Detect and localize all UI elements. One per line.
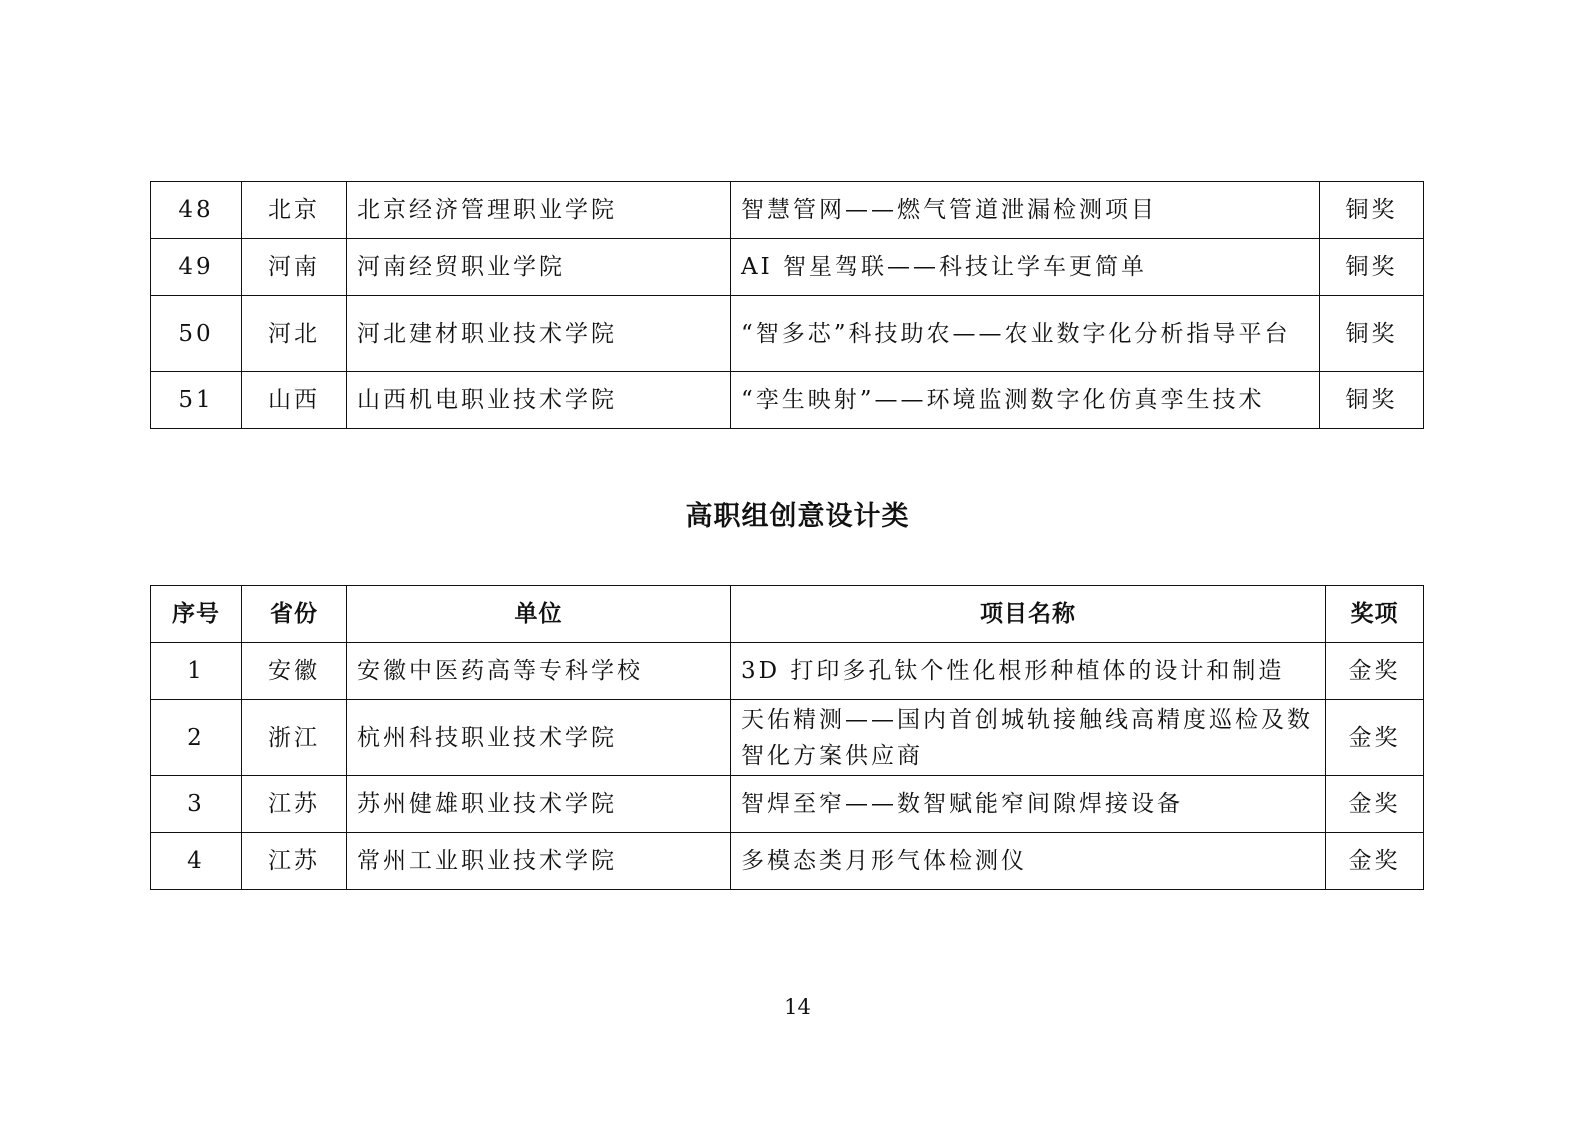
row-province: 河南 xyxy=(242,239,347,296)
row-unit: 北京经济管理职业学院 xyxy=(347,182,731,239)
row-unit: 常州工业职业技术学院 xyxy=(347,833,731,890)
row-award: 金奖 xyxy=(1326,776,1424,833)
row-province: 北京 xyxy=(242,182,347,239)
page-number: 14 xyxy=(784,995,811,1019)
row-number: 50 xyxy=(151,296,242,372)
row-province: 江苏 xyxy=(242,833,347,890)
row-award: 铜奖 xyxy=(1320,182,1424,239)
row-province: 浙江 xyxy=(242,700,347,776)
row-province: 江苏 xyxy=(242,776,347,833)
row-number: 2 xyxy=(151,700,242,776)
row-number: 48 xyxy=(151,182,242,239)
row-province: 河北 xyxy=(242,296,347,372)
row-number: 1 xyxy=(151,643,242,700)
row-unit: 安徽中医药高等专科学校 xyxy=(347,643,731,700)
row-project: 3D 打印多孔钛个性化根形种植体的设计和制造 xyxy=(731,643,1326,700)
row-award: 金奖 xyxy=(1326,700,1424,776)
header-province: 省份 xyxy=(242,586,347,643)
row-unit: 山西机电职业技术学院 xyxy=(347,372,731,429)
header-unit: 单位 xyxy=(347,586,731,643)
row-unit: 河南经贸职业学院 xyxy=(347,239,731,296)
row-unit: 杭州科技职业技术学院 xyxy=(347,700,731,776)
table-header-row xyxy=(151,586,1424,643)
row-number: 51 xyxy=(151,372,242,429)
row-project: 多模态类月形气体检测仪 xyxy=(731,833,1326,890)
row-award: 金奖 xyxy=(1326,833,1424,890)
row-award: 铜奖 xyxy=(1320,372,1424,429)
table-row xyxy=(151,643,1424,700)
row-project: 智焊至窄——数智赋能窄间隙焊接设备 xyxy=(731,776,1326,833)
table-row xyxy=(151,776,1424,833)
row-project: “孪生映射”——环境监测数字化仿真孪生技术 xyxy=(731,372,1320,429)
header-number: 序号 xyxy=(151,586,242,643)
row-award: 铜奖 xyxy=(1320,296,1424,372)
table-row xyxy=(151,182,1424,239)
results-table-continued xyxy=(150,181,1424,429)
results-table-creative-design xyxy=(150,585,1424,890)
row-unit: 河北建材职业技术学院 xyxy=(347,296,731,372)
row-project: 智慧管网——燃气管道泄漏检测项目 xyxy=(731,182,1320,239)
table-row xyxy=(151,372,1424,429)
section-title: 高职组创意设计类 xyxy=(685,501,910,532)
table-row xyxy=(151,700,1424,776)
table-row xyxy=(151,833,1424,890)
header-project: 项目名称 xyxy=(731,586,1326,643)
row-number: 4 xyxy=(151,833,242,890)
row-province: 安徽 xyxy=(242,643,347,700)
row-project: 天佑精测——国内首创城轨接触线高精度巡检及数智化方案供应商 xyxy=(731,700,1326,776)
header-award: 奖项 xyxy=(1326,586,1424,643)
table-row xyxy=(151,296,1424,372)
row-award: 铜奖 xyxy=(1320,239,1424,296)
row-province: 山西 xyxy=(242,372,347,429)
row-unit: 苏州健雄职业技术学院 xyxy=(347,776,731,833)
row-number: 49 xyxy=(151,239,242,296)
row-award: 金奖 xyxy=(1326,643,1424,700)
row-project: AI 智星驾联——科技让学车更简单 xyxy=(731,239,1320,296)
row-number: 3 xyxy=(151,776,242,833)
table-row xyxy=(151,239,1424,296)
row-project: “智多芯”科技助农——农业数字化分析指导平台 xyxy=(731,296,1320,372)
